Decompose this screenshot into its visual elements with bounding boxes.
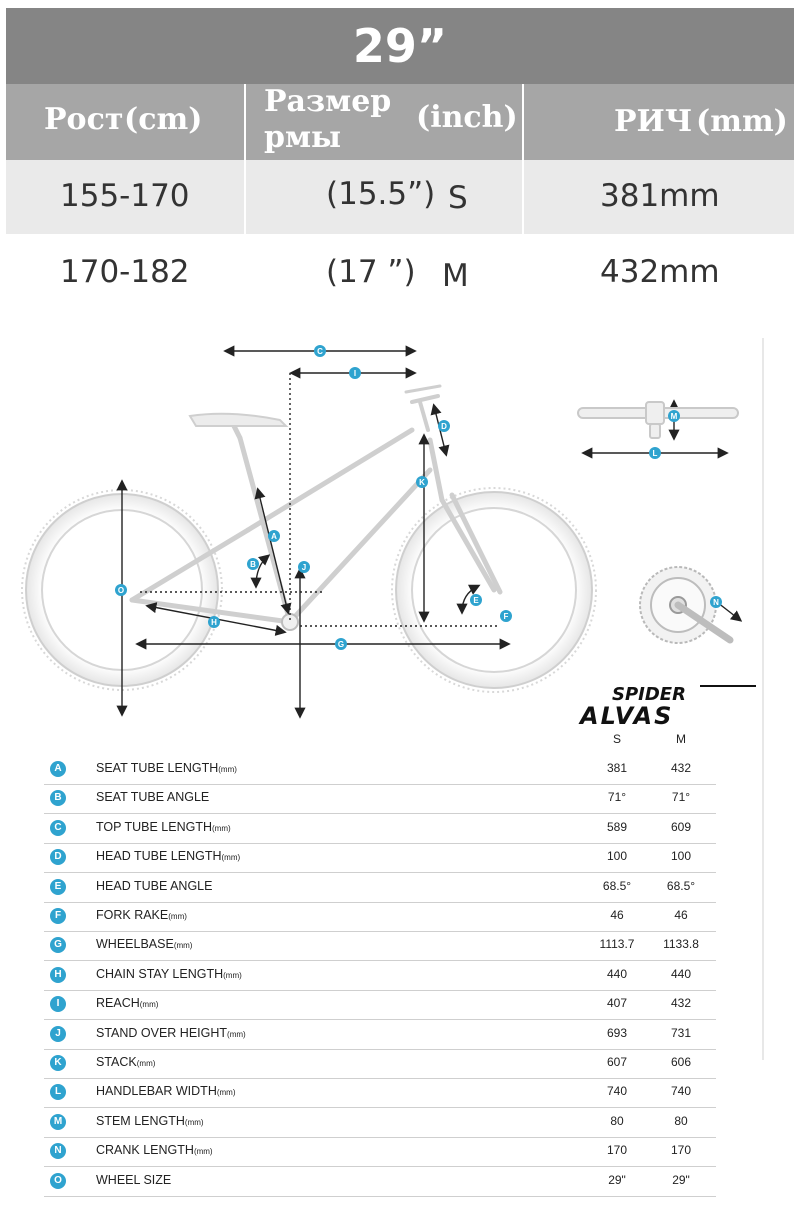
row-code-badge: A	[50, 761, 66, 777]
table-row	[44, 1167, 716, 1197]
table-row	[44, 990, 716, 1020]
row-value-m: 68.5°	[666, 878, 696, 893]
badge-h	[208, 616, 220, 628]
row-value-s: 29"	[608, 1172, 626, 1187]
row-value-s: 71°	[607, 790, 627, 805]
row-code-badge: B	[50, 790, 66, 806]
row-code-badge: N	[50, 1143, 66, 1159]
badge-f	[500, 610, 512, 622]
badge-l-label: L	[652, 449, 658, 458]
badge-e	[470, 594, 482, 606]
row-label-unit: (mm)	[218, 765, 237, 774]
row-m-height: 170-182	[60, 254, 190, 290]
badge-i	[349, 367, 361, 379]
row-value-m: 432	[670, 761, 692, 775]
row-label-unit: (mm)	[212, 823, 231, 833]
row-label-text: TOP TUBE LENGTH	[96, 819, 213, 834]
row-label-text: REACH	[96, 996, 140, 1011]
row-label-text: FORK RAKE	[96, 908, 169, 922]
header-height-unit: (cm)	[124, 102, 203, 137]
column-divider	[522, 84, 524, 236]
badge-m-label: M	[670, 412, 678, 421]
column-header-m: M	[676, 732, 686, 746]
row-label-text: STACK	[96, 1055, 137, 1069]
table-row	[44, 902, 716, 932]
header-reach-unit: (mm)	[696, 104, 788, 139]
badge-k-label: K	[419, 478, 425, 487]
row-s-height: 155-170	[60, 178, 190, 214]
row-label-unit: (mm)	[173, 941, 193, 951]
row-m-reach: 432mm	[600, 254, 720, 290]
header-height-label: Рост	[44, 102, 124, 137]
badge-b-label: B	[250, 560, 256, 569]
row-value-m: 731	[670, 1025, 692, 1040]
row-value-m: 29"	[672, 1172, 690, 1187]
badge-c	[314, 345, 326, 357]
badge-h-label: H	[211, 618, 217, 627]
row-label	[96, 849, 240, 863]
row-code-badge: E	[50, 879, 66, 895]
row-label-unit: (mm)	[136, 1059, 156, 1068]
row-value-s: 381	[606, 761, 628, 775]
row-value-m: 46	[674, 908, 688, 922]
row-code-badge: G	[50, 937, 66, 953]
row-value-m: 80	[674, 1113, 688, 1128]
badge-d	[438, 420, 450, 432]
row-value-m: 609	[670, 819, 692, 834]
badge-o-label: O	[117, 586, 125, 595]
badge-a-label: A	[271, 532, 277, 541]
table-row	[44, 931, 716, 961]
row-label	[96, 1143, 213, 1157]
badge-d-label: D	[441, 422, 447, 431]
row-code-badge: M	[50, 1114, 66, 1130]
table-row	[44, 961, 716, 991]
row-label	[96, 1173, 171, 1187]
header-size-line1: Размер	[264, 84, 392, 119]
row-value-s: 407	[606, 996, 628, 1011]
badge-k	[416, 476, 428, 488]
row-value-s: 80	[610, 1113, 624, 1128]
header-size-unit: (inch)	[416, 100, 518, 135]
row-label-text: WHEELBASE	[96, 937, 174, 952]
row-value-m: 606	[670, 1055, 692, 1069]
row-label-unit: (mm)	[184, 1117, 204, 1127]
row-value-s: 46	[610, 908, 624, 922]
handlebar-detail	[578, 402, 738, 438]
badge-i-label: I	[353, 369, 357, 378]
row-label	[96, 937, 192, 951]
spider-alvas-logo	[578, 684, 756, 730]
row-value-s: 740	[606, 1084, 628, 1099]
row-label	[96, 761, 237, 775]
row-value-m: 71°	[671, 790, 691, 805]
size-row-s	[6, 160, 794, 234]
row-label	[96, 1084, 236, 1098]
row-label-text: CHAIN STAY LENGTH	[96, 966, 224, 981]
row-value-s: 68.5°	[602, 878, 632, 893]
row-value-s: 589	[606, 819, 628, 834]
badge-l	[649, 447, 661, 459]
row-code-badge: J	[50, 1026, 66, 1042]
badge-g-label: G	[337, 640, 345, 649]
row-label	[96, 1114, 204, 1128]
row-label-unit: (mm)	[223, 970, 242, 980]
row-label	[96, 996, 158, 1010]
row-label-unit: (mm)	[227, 1029, 246, 1039]
table-row	[44, 873, 716, 903]
badge-j-label: J	[301, 563, 307, 572]
header-reach-label: РИЧ	[614, 104, 693, 139]
row-value-m: 170	[670, 1143, 692, 1158]
row-value-s: 607	[606, 1055, 628, 1069]
size-chart-title: 29”	[6, 8, 794, 84]
row-label	[96, 967, 242, 981]
header-height	[6, 84, 244, 160]
row-value-s: 1113.7	[599, 937, 635, 952]
badge-m	[668, 410, 680, 422]
row-m-size: (17 ”)	[326, 254, 416, 290]
row-label-text: STAND OVER HEIGHT	[96, 1025, 228, 1040]
row-value-s: 170	[606, 1143, 628, 1158]
bottom-bracket	[282, 614, 298, 630]
table-row	[44, 1049, 716, 1079]
table-row	[44, 1137, 716, 1167]
badge-f-label: F	[503, 612, 509, 621]
row-label-text: STEM LENGTH	[96, 1113, 185, 1128]
table-row	[44, 784, 716, 814]
logo-word-spider: SPIDER	[612, 684, 686, 705]
size-row-m	[6, 236, 794, 310]
row-value-m: 440	[670, 966, 692, 981]
table-row	[44, 1078, 716, 1108]
row-m-letter: M	[442, 258, 469, 294]
row-value-m: 432	[670, 996, 692, 1011]
row-value-s: 100	[606, 849, 628, 864]
row-value-m: 1133.8	[663, 937, 699, 952]
row-s-size: (15.5”)	[326, 176, 436, 212]
row-label-text: HEAD TUBE ANGLE	[96, 878, 213, 893]
row-label-text: HANDLEBAR WIDTH	[96, 1084, 217, 1099]
row-label-text: CRANK LENGTH	[96, 1143, 194, 1158]
row-label	[96, 1055, 155, 1069]
row-label-unit: (mm)	[221, 853, 241, 863]
header-reach	[524, 84, 794, 160]
row-code-badge: O	[50, 1173, 66, 1189]
table-row	[44, 1108, 716, 1138]
row-code-badge: F	[50, 908, 66, 924]
row-label-unit: (mm)	[216, 1088, 236, 1098]
badge-g	[335, 638, 347, 650]
row-code-badge: I	[50, 996, 66, 1012]
badge-n-label: N	[713, 598, 719, 607]
column-divider	[244, 84, 246, 236]
badge-a	[268, 530, 280, 542]
badge-o	[115, 584, 127, 596]
table-row	[44, 1020, 716, 1050]
row-value-s: 693	[606, 1025, 628, 1040]
row-code-badge: H	[50, 967, 66, 983]
badge-n	[710, 596, 722, 608]
table-row	[44, 843, 716, 873]
row-s-letter: S	[448, 180, 468, 216]
row-label	[96, 790, 209, 804]
row-code-badge: K	[50, 1055, 66, 1071]
badge-j	[298, 561, 310, 573]
row-label	[96, 1026, 246, 1040]
badge-e-label: E	[473, 596, 479, 605]
row-code-badge: C	[50, 820, 66, 836]
row-label-text: WHEEL SIZE	[96, 1172, 172, 1187]
row-label-text: SEAT TUBE ANGLE	[96, 790, 210, 805]
logo-word-alvas: ALVAS	[580, 702, 674, 730]
row-label	[96, 879, 212, 893]
table-row	[44, 755, 716, 785]
row-label	[96, 908, 187, 922]
header-size-line2: рмы	[264, 120, 342, 155]
table-row	[44, 814, 716, 844]
row-label-text: HEAD TUBE LENGTH	[96, 849, 222, 864]
badge-c-label: C	[317, 347, 323, 356]
badge-b	[247, 558, 259, 570]
row-label-text: SEAT TUBE LENGTH	[96, 761, 219, 775]
row-code-badge: L	[50, 1084, 66, 1100]
row-label	[96, 820, 231, 834]
row-s-reach: 381mm	[600, 178, 720, 214]
row-label-unit: (mm)	[168, 912, 187, 921]
header-size	[246, 84, 522, 160]
row-label-unit: (mm)	[139, 1000, 159, 1010]
column-header-s: S	[612, 732, 621, 746]
row-label-unit: (mm)	[193, 1147, 213, 1157]
row-value-m: 740	[670, 1084, 692, 1099]
row-code-badge: D	[50, 849, 66, 865]
row-value-s: 440	[606, 966, 628, 981]
row-value-m: 100	[670, 849, 692, 864]
